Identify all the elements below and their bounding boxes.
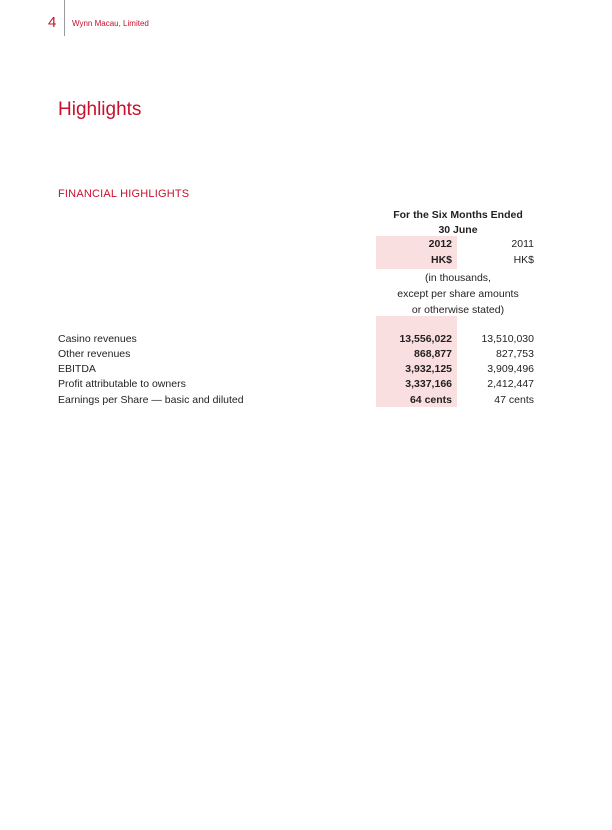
current-year-header: 2012 xyxy=(428,238,452,250)
row-label: EBITDA xyxy=(58,363,96,375)
units-note-line3: or otherwise stated) xyxy=(411,304,505,316)
row-label: Other revenues xyxy=(58,348,131,360)
row-label: Earnings per Share — basic and diluted xyxy=(58,394,244,406)
row-current-value: 3,932,125 xyxy=(405,363,452,375)
current-currency-header: HK$ xyxy=(430,254,452,266)
row-current-value: 3,337,166 xyxy=(405,378,452,390)
row-prior-value: 827,753 xyxy=(496,348,534,360)
row-prior-value: 3,909,496 xyxy=(487,363,534,375)
row-current-value: 868,877 xyxy=(414,348,452,360)
period-heading-line1: For the Six Months Ended xyxy=(393,209,523,221)
row-label: Profit attributable to owners xyxy=(58,378,186,390)
prior-year-header: 2011 xyxy=(511,238,534,250)
header-divider xyxy=(64,0,65,36)
units-note-line2: except per share amounts xyxy=(397,288,519,300)
row-current-value: 13,556,022 xyxy=(399,333,452,345)
prior-currency-header: HK$ xyxy=(513,254,534,266)
section-title: FINANCIAL HIGHLIGHTS xyxy=(58,188,190,200)
row-prior-value: 47 cents xyxy=(494,394,534,406)
company-name: Wynn Macau, Limited xyxy=(72,19,149,28)
row-current-value: 64 cents xyxy=(409,394,452,406)
row-label: Casino revenues xyxy=(58,333,137,345)
page-number: 4 xyxy=(48,14,57,31)
row-prior-value: 13,510,030 xyxy=(481,333,534,345)
row-prior-value: 2,412,447 xyxy=(487,378,534,390)
period-heading-line2: 30 June xyxy=(438,224,478,236)
page-title: Highlights xyxy=(58,99,142,120)
units-note-line1: (in thousands, xyxy=(425,272,491,284)
